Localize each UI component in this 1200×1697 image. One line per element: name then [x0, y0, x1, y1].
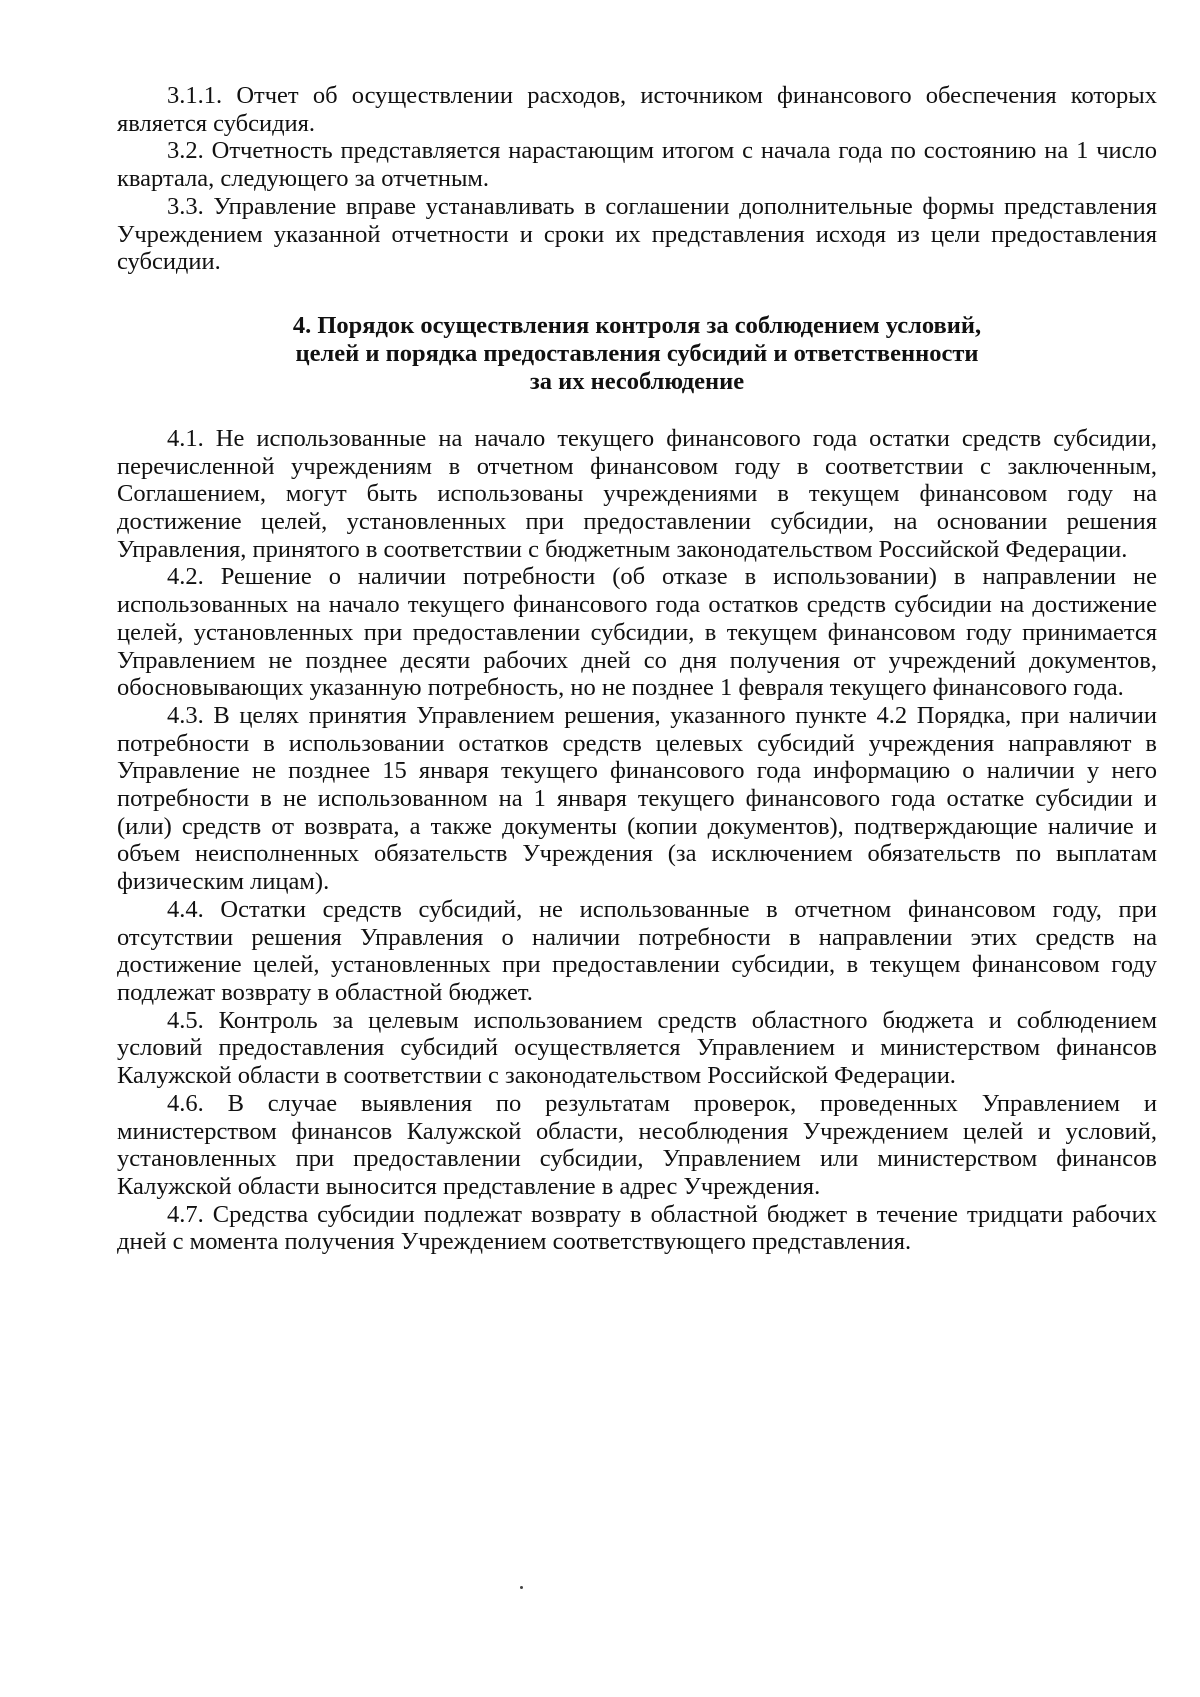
paragraph-4-2: 4.2. Решение о наличии потребности (об отказе в использовании) в направлении не использованных на начало текущего финансового года остатков средств субсидии на достижение целей, установленных при предоставлении субсидии, в текущем финансовом году принимается Управлением не позднее десяти рабочих дней со дня получения от учреждений документов, обосновывающих указанную потребность, но не позднее 1 февраля текущего финансового года. — [117, 563, 1157, 702]
paragraph-4-1: 4.1. Не использованные на начало текущего финансового года остатки средств субсидии, перечисленной учреждениям в отчетном финансовом году в соответствии с заключенным, Соглашением, могут быть использованы учреждениями в текущем финансовом году на достижение целей, установленных при предоставлении субсидии, на основании решения Управления, принятого в соответствии с бюджетным законодательством Российской Федерации. — [117, 424, 1157, 563]
paragraph-3-2: 3.2. Отчетность представляется нарастающим итогом с начала года по состоянию на 1 число квартала, следующего за отчетным. — [117, 137, 1157, 193]
paragraph-4-5: 4.5. Контроль за целевым использованием средств областного бюджета и соблюдением условий предоставления субсидий осуществляется Управлением и министерством финансов Калужской области в соответствии с законодательством Российской Федерации. — [117, 1006, 1157, 1090]
section-4-heading-line-2: целей и порядка предоставления субсидий и ответственности — [295, 339, 979, 367]
paragraph-4-4: 4.4. Остатки средств субсидий, не использованные в отчетном финансовом году, при отсутствии решения Управления о наличии потребности в направлении этих средств на достижение целей, установленных при предоставлении субсидии, в текущем финансовом году подлежат возврату в областной бюджет. — [117, 895, 1157, 1006]
section-4-heading — [117, 312, 1157, 396]
document-page — [117, 82, 1157, 1256]
paragraph-3-3: 3.3. Управление вправе устанавливать в соглашении дополнительные формы представления Учреждением указанной отчетности и сроки их представления исходя из цели предоставления субсидии. — [117, 192, 1157, 276]
paragraph-4-6: 4.6. В случае выявления по результатам проверок, проведенных Управлением и министерством финансов Калужской области, несоблюдения Учреждением целей и условий, установленных при предоставлении субсидии, Управлением или министерством финансов Калужской области выносится представление в адрес Учреждения. — [117, 1089, 1157, 1200]
scan-speck — [520, 1586, 523, 1589]
section-4-heading-line-3: за их несоблюдение — [529, 367, 745, 395]
paragraph-3-1-1: 3.1.1. Отчет об осуществлении расходов, источником финансового обеспечения которых является субсидия. — [117, 82, 1157, 137]
paragraph-4-3: 4.3. В целях принятия Управлением решения, указанного пункте 4.2 Порядка, при наличии потребности в использовании остатков средств целевых субсидий учреждения направляют в Управление не позднее 15 января текущего финансового года информацию о наличии у него потребности в не использованном на 1 января текущего финансового года остатке субсидии и (или) средств от возврата, а также документы (копии документов), подтверждающие наличие и объем неисполненных обязательств Учреждения (за исключением обязательств по выплатам физическим лицам). — [117, 701, 1157, 896]
paragraph-4-7: 4.7. Средства субсидии подлежат возврату в областной бюджет в течение тридцати рабочих дней с момента получения Учреждением соответствующего представления. — [117, 1200, 1157, 1256]
section-4-heading-line-1: 4. Порядок осуществления контроля за соблюдением условий, — [292, 311, 982, 339]
